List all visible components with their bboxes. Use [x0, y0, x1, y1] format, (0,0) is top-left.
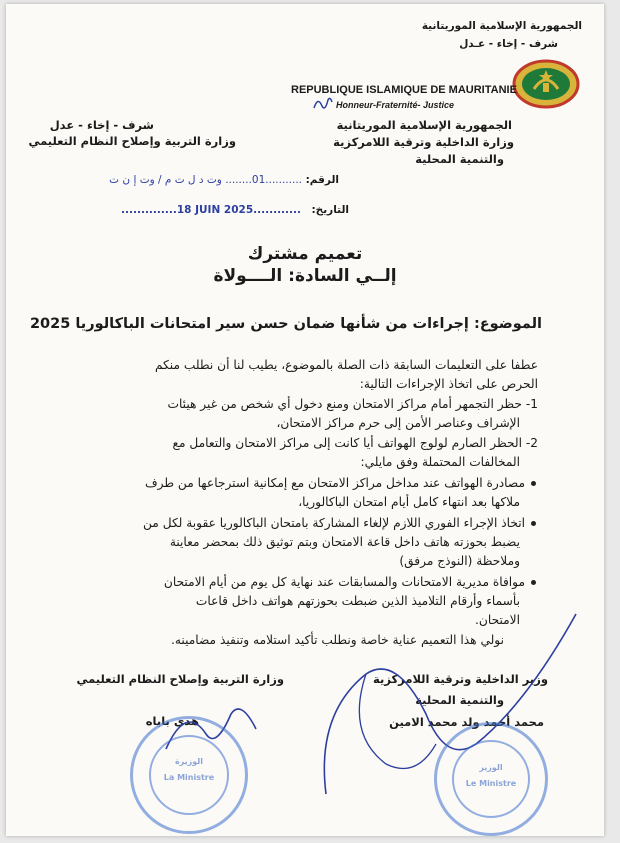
item-1-line-2: الإشراف وعناصر الأمن إلى حرم مراكز الامتحان، [276, 416, 520, 430]
bullet-icon [531, 521, 536, 526]
right-official-stamp-icon [434, 722, 548, 836]
right-signatory-title-2: والتنمية المحلية [415, 693, 504, 707]
top-republic-ar: الجمهورية الإسلامية الموريتانية [421, 20, 582, 32]
left-motto-ar: شرف - إخاء - عدل [49, 118, 154, 132]
date-label: التاريخ: [311, 204, 349, 216]
mauritania-emblem-icon [512, 59, 580, 109]
left-stamp-text-top: الوزيرة [174, 757, 204, 766]
intro-line-1: عطفا على التعليمات السابقة ذات الصلة بالموضوع، يطيب لنا أن نطلب منكم [154, 358, 538, 372]
bullet-2-line-2: يضبط بحوزته هاتف داخل قاعة الامتحان وبتم توثيق ذلك بمحضر معاينة [169, 535, 520, 549]
bullet-3-line-3: الامتحان. [475, 613, 520, 627]
right-ministry-line1: وزارة الداخلية وترقية اللامركزية [333, 135, 514, 149]
bullet-3-line-1 [164, 573, 536, 592]
item-1-line-1: 1- حظر التجمهر أمام مراكز الامتحان ومنع دخول أي شخص من غير هيئات [167, 397, 538, 411]
reference-number-label: الرقم: [305, 174, 339, 186]
republic-fr: REPUBLIQUE ISLAMIQUE DE MAURITANIE [291, 84, 517, 96]
circular-title: تعميم مشترك [247, 244, 363, 264]
motto-fr: Honneur-Fraternité- Justice [336, 100, 455, 110]
item-2-line-2: المخالفات المحتملة وفق مايلي: [360, 455, 520, 469]
left-ministry-ar: وزارة التربية وإصلاح النظام التعليمي [28, 134, 236, 148]
document-page [6, 4, 604, 836]
addressee-line: إلــي السادة: الــــولاة [213, 266, 397, 286]
left-official-stamp-icon [130, 716, 248, 834]
right-ministry-line2: والتنمية المحلية [415, 152, 504, 166]
right-republic-ar: الجمهورية الإسلامية الموريتانية [336, 118, 512, 132]
top-motto-ar: شرف - إخاء - عـدل [459, 38, 558, 50]
right-stamp-text-top: الوزير [479, 763, 503, 772]
bullet-3-line-2: بأسماء وأرقام التلاميذ الذين ضبطت بحوزتهم هواتف داخل قاعات [195, 594, 520, 608]
left-stamp-text-bottom: La Ministre [163, 773, 215, 782]
bullet-2-line-1 [143, 514, 536, 533]
bullet-icon [531, 481, 536, 486]
subject-line: الموضوع: إجراءات من شأنها ضمان حسن سير امتحانات الباكالوريا 2025 [29, 316, 542, 332]
bullet-1-line-2: ملاكها بعد انتهاء كامل أيام امتحان الباكالوريا، [298, 495, 520, 509]
closing-line: نولي هذا التعميم عناية خاصة ونطلب تأكيد استلامه وتنفيذ مضامينه. [170, 633, 504, 647]
left-signatory-name: هدى باباه [145, 714, 199, 728]
bullet-1-text-1: مصادرة الهواتف عند مداخل مراكز الامتحان مع إمكانية استرجاعها من طرف [144, 476, 525, 490]
reference-number-value: ...........01........ وت د ل ت م / وت إ ن ت [109, 174, 302, 186]
left-signatory-ministry: وزارة التربية وإصلاح النظام التعليمي [76, 672, 284, 686]
bullet-icon [531, 580, 536, 585]
bullet-3-text-1: موافاة مديرية الامتحانات والمسابقات عند نهاية كل يوم من أيام الامتحان [163, 575, 525, 589]
initials-signature-icon [312, 94, 334, 112]
right-signatory-title-1: وزير الداخلية وترقية اللامركزية [373, 672, 548, 686]
bullet-2-text-1: اتخاذ الإجراء الفوري اللازم لإلغاء المشاركة بامتحان الباكالوريا عقوبة لكل من [143, 516, 525, 530]
intro-line-2: الحرص على اتخاذ الإجراءات التالية: [359, 377, 538, 391]
date-value: ..............18 JUIN 2025............ [121, 204, 301, 216]
item-2-line-1: 2- الحظر الصارم لولوج الهواتف أيا كانت إلى مراكز الامتحان والتعامل مع [172, 436, 538, 450]
right-stamp-text-bottom: Le Ministre [465, 779, 517, 788]
bullet-1-line-1 [145, 474, 536, 493]
bullet-2-line-3: وملاحظة (النوذج مرفق) [399, 554, 520, 568]
right-signatory-name: محمد أحمد ولد محمد الامين [389, 715, 544, 729]
